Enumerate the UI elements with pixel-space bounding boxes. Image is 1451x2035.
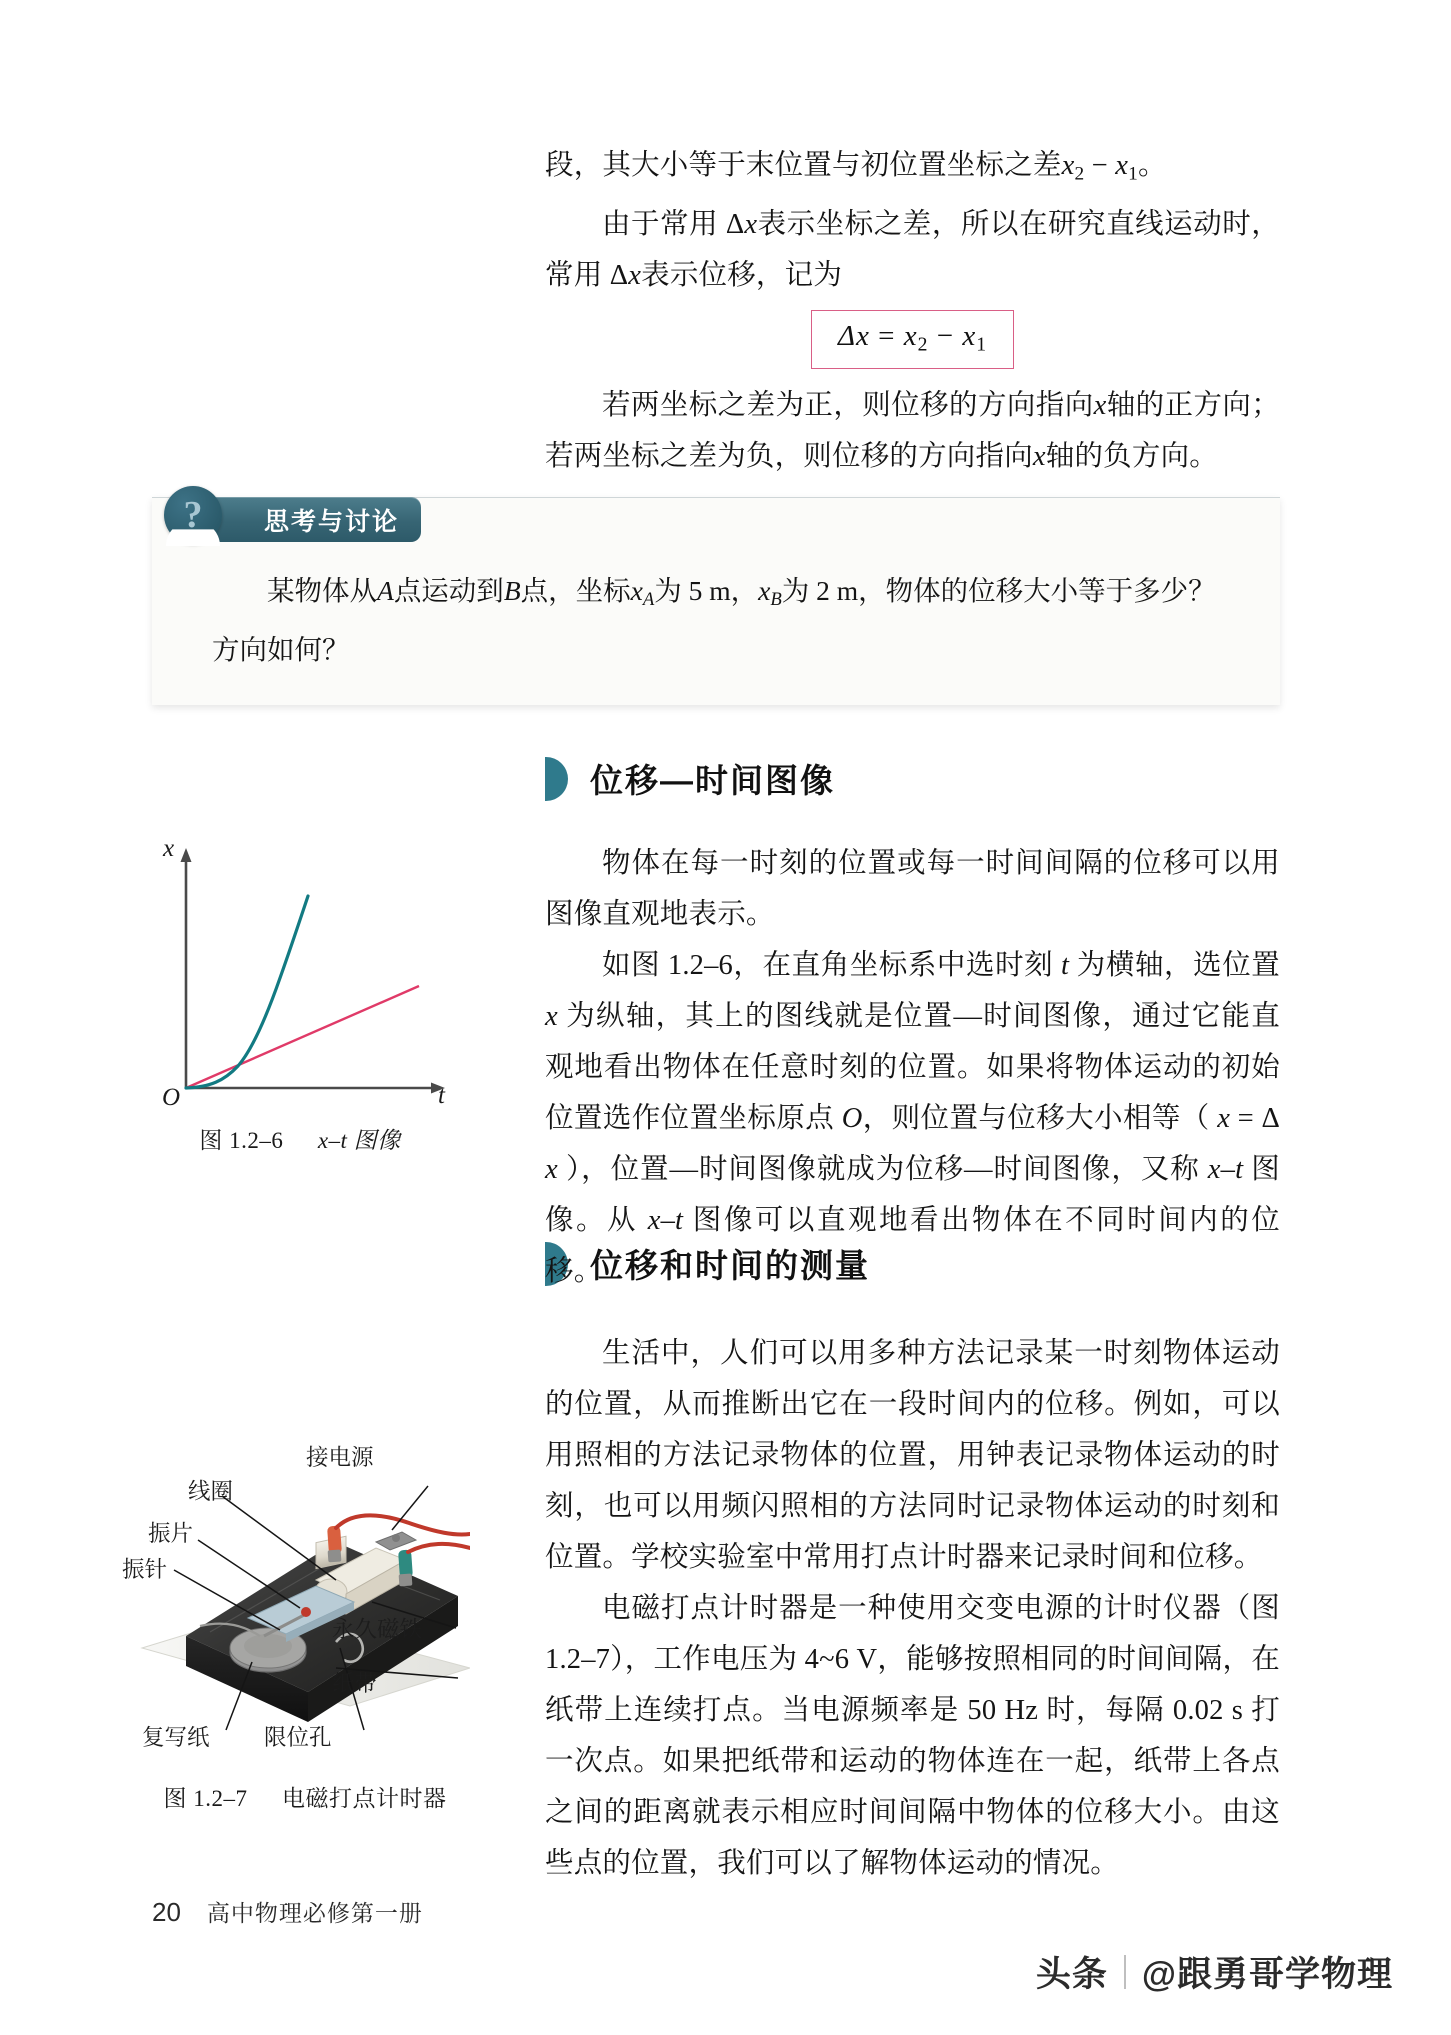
origin-label: O	[162, 1084, 181, 1111]
math-point-B: B	[503, 575, 521, 606]
think-and-discuss-label-tab	[216, 497, 421, 542]
math-x: x	[545, 1154, 558, 1185]
think-and-discuss-panel	[152, 494, 1280, 705]
formula-minus: −	[928, 320, 963, 352]
paragraph-graph-detail	[545, 940, 1280, 1297]
page-footer	[152, 1895, 423, 1928]
page-number: 20	[152, 1897, 181, 1927]
para-period: 。	[1138, 150, 1167, 181]
math-x: x	[1217, 1103, 1231, 1134]
after-formula-paragraph	[545, 380, 1280, 482]
think-and-discuss-question	[152, 544, 1280, 675]
para-text: 轴的负方向。	[1045, 441, 1218, 472]
para-text: 若两坐标之差为正，则位移的方向指向	[602, 390, 1094, 421]
power-terminal-green	[398, 1550, 413, 1587]
figure-device-caption	[140, 1780, 470, 1813]
math-xB-sub: B	[770, 589, 782, 611]
figure-caption-text: x–t 图像	[317, 1128, 401, 1153]
para-text: 为横轴，选位置	[1069, 950, 1280, 981]
formula-delta-x: Δx	[837, 320, 870, 352]
section-title: 位移—时间图像	[590, 762, 835, 799]
xt-chart-svg	[150, 838, 450, 1098]
figure-caption-text: 电磁打点计时器	[282, 1786, 447, 1811]
math-x1-sub: 1	[1128, 163, 1139, 185]
body-text-section-1	[545, 838, 1280, 1297]
math-t: t	[1060, 950, 1070, 981]
para-text: 段，其大小等于末位置与初位置坐标之差	[545, 150, 1062, 181]
para-text: 若两坐标之差为负，则位移的方向指向	[545, 441, 1033, 472]
formula-equals: =	[869, 320, 904, 352]
formula-box-displacement	[811, 310, 1014, 369]
book-title: 高中物理必修第一册	[206, 1900, 423, 1926]
math-x: x	[1093, 390, 1107, 421]
watermark-divider	[1124, 1955, 1126, 1989]
figure-number: 图 1.2–7	[163, 1786, 248, 1811]
q-text: 点，坐标	[520, 575, 631, 606]
math-xA: x	[630, 575, 643, 606]
math-minus: −	[1084, 150, 1116, 181]
formula-x2-sub: 2	[917, 333, 929, 356]
section-heading-displacement-time-graph	[545, 755, 835, 802]
paragraph-timer-description: 电磁打点计时器是一种使用交变电源的计时仪器（图 1.2–7），工作电压为 4~6 V，能够按照相同的时间间隔，在纸带上连续打点。当电源频率是 50 Hz 时，每隔 0.02 s 打一次点。如果把纸带和运动的物体连在一起，纸带上各点之间的距离就表示相应时间间隔中物体的位移大小。由这些点的位置，我们可以了解物体运动的情况。	[545, 1593, 1280, 1879]
x-axis-label: t	[438, 1082, 445, 1109]
question-paragraph	[212, 566, 1220, 675]
math-point-A: A	[377, 575, 394, 606]
label-permanent-magnet: 永久磁铁	[332, 1617, 423, 1642]
paragraph-sign-rule	[545, 380, 1280, 482]
label-limit-hole: 限位孔	[264, 1725, 332, 1750]
watermark-logo: 头条	[1035, 1955, 1108, 1994]
para-text: = Δ	[1230, 1103, 1280, 1134]
para-text: 表示位移，记为	[641, 260, 843, 292]
math-x2-sub: 2	[1074, 163, 1085, 185]
paragraph-recording-methods: 生活中，人们可以用多种方法记录某一时刻物体运动的位置，从而推断出它在一段时间内的位移。例如，可以用照相的方法记录物体的位置，用钟表记录物体运动的时刻，也可以用频闪照相的方法同时记录物体运动的时刻和位置。学校实验室中常用打点计时器来记录时间和位移。	[545, 1338, 1280, 1573]
label-paper-tape: 纸带	[332, 1671, 378, 1696]
math-x: x	[1032, 441, 1046, 472]
y-axis-arrow	[181, 848, 192, 862]
para-text: 如图 1.2–6，在直角坐标系中选时刻	[602, 950, 1061, 981]
power-wire-red-2	[408, 1544, 470, 1552]
y-axis-label: x	[163, 835, 175, 862]
math-x: x	[545, 1001, 558, 1032]
figure-electromagnetic-timer	[122, 1430, 470, 1760]
paragraph-delta-x	[545, 199, 1280, 301]
formula-container	[545, 310, 1280, 369]
label-vibrating-plate: 振片	[148, 1521, 194, 1546]
power-terminal-red	[327, 1526, 342, 1563]
math-x1: x	[1115, 150, 1129, 181]
figure-xt-caption	[150, 1122, 450, 1155]
label-carbon-paper: 复写纸	[142, 1725, 210, 1750]
needle-tip	[301, 1607, 311, 1617]
paragraph-graph-intro: 物体在每一时刻的位置或每一时间间隔的位移可以用图像直观地表示。	[545, 848, 1280, 930]
series-accelerating-curve	[186, 896, 308, 1088]
q-text: 点运动到	[393, 575, 504, 606]
para-text: 为纵轴，其上的图线就是位置—时间图像，通过它能直观地看出物体在任意时刻的位置。如果将物体运动的初始位置选作位置坐标原点	[545, 1001, 1280, 1134]
label-power-terminal: 接电源	[306, 1445, 374, 1470]
think-and-discuss-badge	[164, 494, 1280, 544]
formula-x1-sub: 1	[976, 333, 988, 356]
q-text: 为 5 m，	[654, 575, 759, 606]
formula-x1: x	[962, 320, 977, 352]
series-uniform-line	[186, 986, 419, 1088]
think-and-discuss-label: 思考与讨论	[264, 507, 400, 536]
paragraph-continuation	[545, 140, 1280, 199]
q-text: 某物体从	[267, 575, 377, 606]
math-xt: x–t	[1207, 1154, 1244, 1185]
body-text-section-2	[545, 1328, 1280, 1889]
para-text: 图像。从	[545, 1154, 1280, 1236]
para-text: 表示坐标之差，所以在研究直线运动时，常用 Δ	[545, 209, 1280, 292]
math-x: x	[744, 209, 758, 241]
section-title: 位移和时间的测量	[590, 1247, 870, 1284]
q-text: 为 2 m，物体的位移大小等于多少？方向如何？	[212, 575, 1216, 666]
watermark	[1036, 1947, 1393, 1997]
section-marker-icon	[545, 757, 568, 801]
figure-number: 图 1.2–6	[199, 1128, 284, 1153]
para-text: 由于常用 Δ	[602, 209, 745, 241]
top-paragraph-block	[545, 140, 1280, 301]
math-xA-sub: A	[642, 589, 655, 611]
math-x: x	[628, 260, 642, 292]
math-x2: x	[1061, 150, 1075, 181]
math-O: O	[841, 1103, 863, 1134]
question-mark-glyph: ?	[183, 494, 203, 536]
watermark-author: @跟勇哥学物理	[1141, 1955, 1393, 1994]
para-text: ），位置—时间图像就成为位移—时间图像，又称	[557, 1154, 1208, 1185]
figure-xt-graph	[150, 835, 450, 1111]
label-vibrating-needle: 振针	[122, 1557, 168, 1582]
para-text: 轴的正方向；	[1106, 390, 1280, 421]
power-wire-red	[336, 1516, 470, 1535]
math-xB: x	[758, 575, 771, 606]
formula-x2: x	[903, 320, 918, 352]
para-text: 图像可以直观地看出物体在不同时间内的位移。	[545, 1205, 1280, 1287]
para-text: ，则位置与位移大小相等（	[862, 1103, 1218, 1134]
label-coil: 线圈	[188, 1479, 234, 1504]
math-xt: x–t	[647, 1205, 684, 1236]
